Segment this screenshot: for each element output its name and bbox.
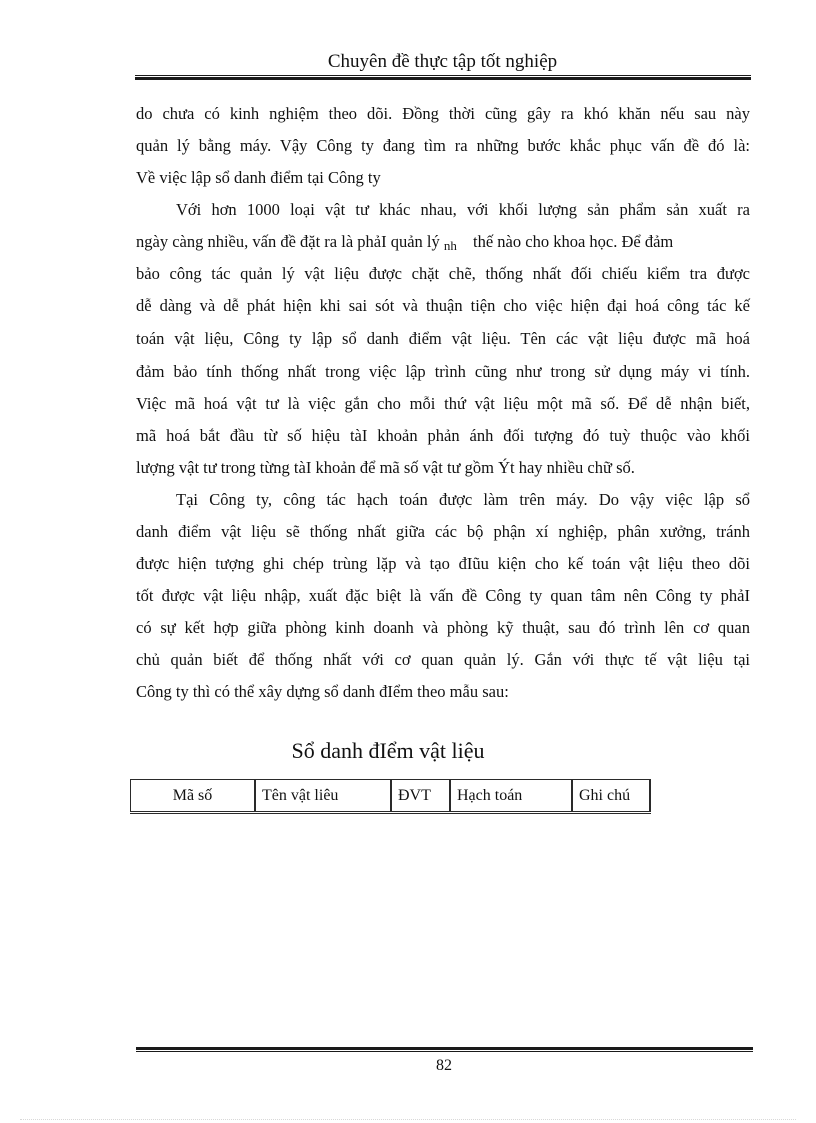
body-line: được hiện tượng ghi chép trùng lặp và tạo đIũu kiện cho kế toán vật liệu theo dõi [136,554,750,573]
footer-rule-thick [136,1047,753,1050]
body-line: chủ quản biết để thống nhất với cơ quan quản lý. Gắn với thực tế vật liệu tại [136,650,750,669]
body-line-part: thế nào cho khoa học. Để đảm [473,232,674,251]
body-line: quản lý bằng máy. Vậy Công ty đang tìm ra những bước khắc phục vấn đề đó là: [136,136,750,155]
body-line: danh điểm vật liệu sẽ thống nhất giữa các bộ phận xí nghiệp, phân xưởng, tránh [136,522,750,541]
table-header-cell: Ghi chú [572,780,650,813]
table-header-cell: Hạch toán [450,780,572,813]
body-paragraph-start: Với hơn 1000 loại vật tư khác nhau, với khối lượng sản phẩm sản xuất ra [176,200,750,219]
page-number: 82 [436,1057,452,1074]
body-line: dễ dàng và dễ phát hiện khi sai sót và thuận tiện cho việc hiện đại hoá công tác kế [136,296,750,315]
body-line: tốt được vật liệu nhập, xuất đặc biệt là vấn đề Công ty quan tâm nên Công ty phảI [136,586,750,605]
table-header-cell: Tên vật liêu [255,780,391,813]
body-line: có sự kết hợp giữa phòng kinh doanh và phòng kỹ thuật, sau đó trình lên cơ quan [136,618,750,637]
page-header-title: Chuyên đề thực tập tốt nghiệp [327,51,558,72]
body-line: do chưa có kinh nghiệm theo dõi. Đồng thời cũng gây ra khó khăn nếu sau này [136,104,750,123]
header-rule-thick [135,77,751,80]
body-line [136,226,750,258]
body-paragraph-start: Tại Công ty, công tác hạch toán được làm trên máy. Do vậy việc lập sổ [176,490,750,509]
table-header-cell: ĐVT [391,780,450,813]
header-rule-thin [135,75,751,76]
body-line-part: ngày càng nhiều, vấn đề đặt ra là phảI quản lý [136,232,440,251]
body-line: Công ty thì có thể xây dựng sổ danh đIểm theo mẫu sau: [136,682,509,701]
table-title: Sổ danh đIểm vật liệu [291,738,485,763]
page-bottom-dotted-divider [20,1119,796,1120]
table-header-cell: Mã số [131,780,256,813]
footer-rule-thin [136,1051,753,1052]
body-line: Việc mã hoá vật tư là việc gắn cho mỗi thứ vật liệu một mã số. Để dễ nhận biết, [136,394,750,413]
body-inline-small-text: nh [443,238,457,253]
body-line: bảo công tác quản lý vật liệu được chặt chẽ, thống nhất đối chiếu kiểm tra được [136,264,750,283]
body-line: mã hoá bắt đầu từ số hiệu tàI khoản phản ánh đối tượng đó tuỳ thuộc vào khối [136,426,750,445]
danh-diem-table [130,779,651,814]
body-line: lượng vật tư trong từng tàI khoản để mã số vật tư gồm Ýt hay nhiều chữ số. [136,458,635,477]
body-line: đảm bảo tính thống nhất trong việc lập trình cũng như trong sử dụng máy vi tính. [136,362,750,381]
body-line: toán vật liệu, Công ty lập sổ danh điểm vật liệu. Tên các vật liệu được mã hoá [136,329,750,348]
table-header-row [131,780,651,813]
body-line: Về việc lập sổ danh điểm tại Công ty [136,168,381,187]
